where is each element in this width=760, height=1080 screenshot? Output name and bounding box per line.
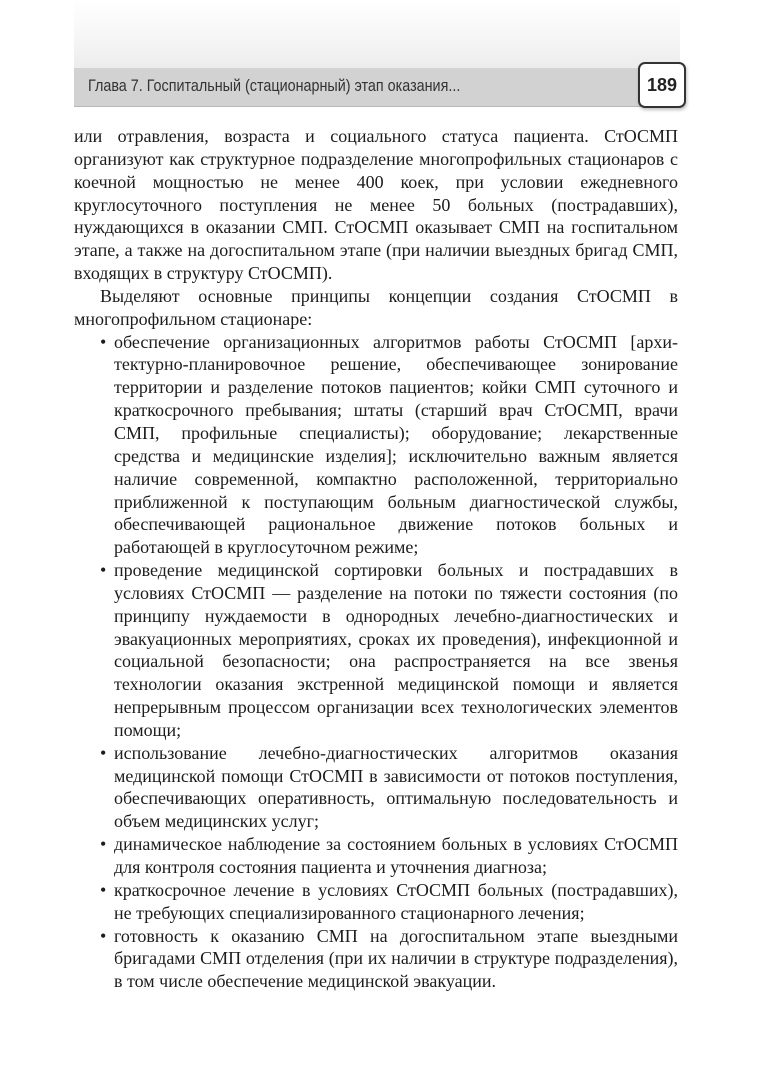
bullet-mark: • (100, 925, 107, 946)
list-item (74, 879, 678, 925)
bullet-mark: • (100, 560, 107, 581)
list-item (74, 925, 678, 994)
list-item-text: готовность к оказанию СМП на догоспитальном этапе выездными бригадами СМП отделения (при их наличии в структуре подразделения), в том числе обеспечение медицинской эвакуации. (114, 925, 678, 992)
page-number: 189 (646, 74, 678, 95)
bullet-mark: • (100, 879, 107, 900)
list-item-text: динамическое наблюдение за состоянием больных в условиях СтОСМП для контроля состояния пациента и уточнения диагноза; (114, 834, 678, 877)
chapter-title: Глава 7. Госпитальный (стационарный) этап оказания... (88, 77, 461, 95)
list-item-text: краткосрочное лечение в условиях СтОСМП больных (пострадавших), не требующих специализированного стационарного лечения; (114, 879, 678, 923)
list-item (74, 742, 678, 833)
running-header (74, 68, 644, 107)
bullet-mark: • (100, 331, 107, 352)
bullet-mark: • (100, 834, 107, 855)
bullet-mark: • (100, 742, 107, 763)
list-item (74, 833, 678, 879)
list-item-text: обеспечение организационных алгоритмов работы СтОСМП [архитектурно-планировочное решение, обеспечивающее зонирование территории и разделение потоков пациентов; койки СМП суточного и краткосрочного пребывания; штаты (старший врач СтОСМП, врачи СМП, профильные специалисты); оборудование; лекарственные средства и медицинские изделия]; исключительно важным является наличие современной, компактно расположенной, территориально приближенной к поступающим больным диагностической службы, обеспечивающей рациональное движение потоков больных и работающей в круглосуточном режиме; (114, 331, 678, 558)
header-top-band (74, 0, 680, 68)
list-item-text: проведение медицинской сортировки больных и пострадавших в условиях СтОСМП — разделение на потоки по тяжести состояния (по принципу нуждаемости в однородных лечебно-диагностических и эвакуационных мероприятиях, сроках их проведения), инфекционной и социальной безопасности; она распространяется на все звенья технологии оказания экстренной медицинской помощи и является непрерывным процессом организации всех технологических элементов помощи; (114, 560, 678, 740)
list-item (74, 331, 678, 559)
list-item-text: использование лечебно-диагностических алгоритмов оказания медицинской помощи СтОСМП в зависимости от потоков поступления, обеспечивающих оперативность, оптимальную последовательность и объем медицинских услуг; (114, 742, 678, 832)
list-item (74, 559, 678, 742)
continued-paragraph: или отравления, возраста и социального статуса пациента. СтОСМП организуют как структурное подразделение многопрофильных стационаров с коечной мощностью не менее 400 коек, при условии ежедневного круглосуточного поступления не менее 50 больных (пострадавших), нуждающихся в оказании СМП. СтОСМП оказывает СМП на госпитальном этапе, а также на догоспитальном этапе (при наличии выездных бригад СМП, входящих в структуру СтОСМП). (74, 126, 678, 284)
page-number-badge (638, 62, 686, 108)
intro-paragraph: Выделяют основные принципы концепции создания СтОСМП в многопрофильном стационаре: (74, 285, 678, 329)
principles-list (74, 331, 678, 993)
page-body (74, 125, 678, 993)
